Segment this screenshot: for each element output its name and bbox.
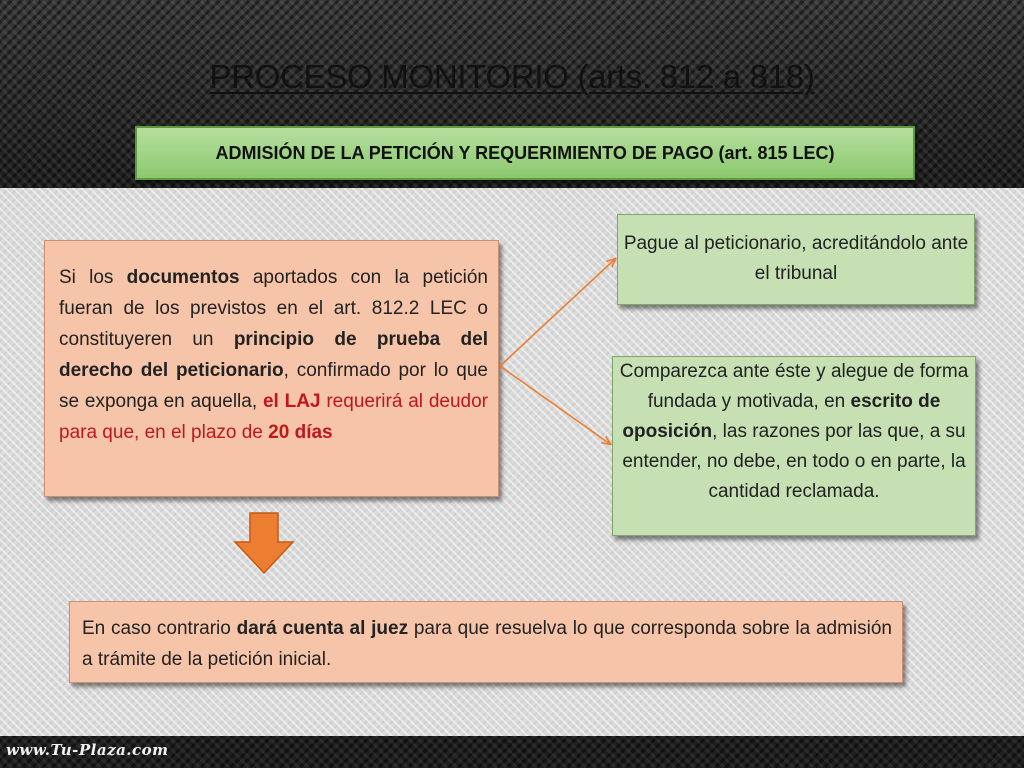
condition-text-2: aportados con la petición fueran de los previstos en el art. 812.2 LEC o constituyeren un xyxy=(59,267,488,350)
arrow-to-oppose-option xyxy=(500,366,610,444)
condition-text-3: , confirmado por lo que se exponga en aquella, xyxy=(59,360,488,412)
section-header: ADMISIÓN DE LA PETICIÓN Y REQUERIMIENTO DE PAGO (art. 815 LEC) xyxy=(135,126,915,180)
otherwise-bold-juez: dará cuenta al juez xyxy=(236,618,409,639)
otherwise-text-2: para que resuelva lo que corresponda sobre la admisión a trámite de la petición inicial. xyxy=(82,618,892,670)
oppose-text-1: Comparezca ante éste y alegue de forma fundada y motivada, en xyxy=(619,361,969,412)
option-pay-box: Pague al peticionario, acreditándolo ante el tribunal xyxy=(617,214,975,305)
condition-bold-documentos: documentos xyxy=(126,267,240,288)
page-title: PROCESO MONITORIO (arts. 812 a 818) xyxy=(209,58,815,95)
oppose-text-2: , las razones por las que, a su entender, no debe, en todo o en parte, la cantidad reclamada. xyxy=(622,421,966,502)
condition-red-laj: el LAJ xyxy=(262,391,321,412)
condition-red-plazo: 20 días xyxy=(268,422,333,443)
condition-text-1: Si los xyxy=(59,267,127,288)
oppose-bold-escrito: escrito de oposición xyxy=(622,391,941,442)
condition-bold-principio: principio de prueba del derecho del peticionario xyxy=(59,329,488,381)
watermark: www.Tu-Plaza.com xyxy=(6,741,169,759)
condition-red-text: requerirá al deudor para que, en el plazo de xyxy=(59,391,488,443)
arrow-to-pay-option xyxy=(500,259,615,366)
down-arrow-icon xyxy=(235,513,293,573)
otherwise-text-1: En caso contrario xyxy=(82,618,237,639)
